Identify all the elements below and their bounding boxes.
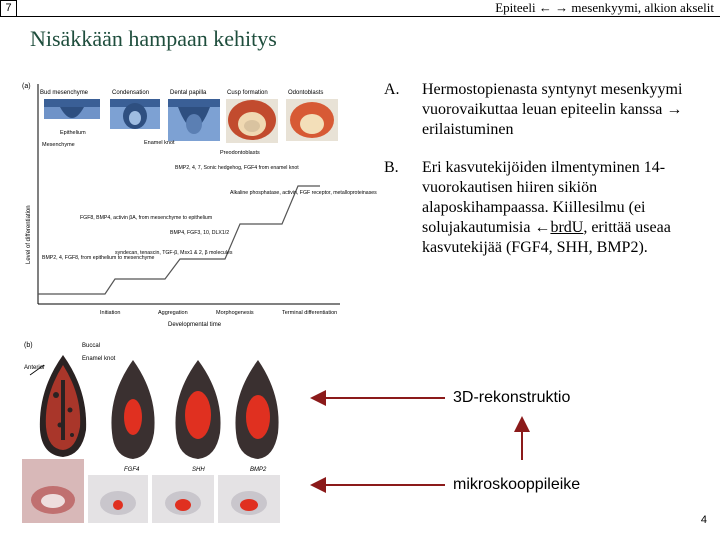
factor-box-3: FGF8, BMP4, activin βA, from mesenchyme to epithelium (80, 215, 213, 221)
label-enamel-knot: Enamel knot (144, 140, 175, 146)
label-enamel-knot-b: Enamel knot (82, 356, 116, 362)
label-microscope-section: mikroskooppileike (453, 476, 581, 493)
point-b-text-before: Eri kasvutekijöiden ilmentyminen 14-vuorokautisen hiiren sikiön alaposkihampaassa. Kiillesilmu (ei solujakautumisia ← (422, 159, 666, 236)
point-a-text: Hermostopienasta syntynyt mesenkyymi vuorovaikuttaa leuan epiteelin kanssa → erilaistuminen (422, 81, 683, 138)
caption-shh: SHH (192, 467, 205, 473)
panel-letter-a: (a) (22, 83, 31, 90)
factor-box-1: BMP2, 4, 7, Sonic hedgehog, FGF4 from enamel knot (175, 165, 299, 171)
caption-fgf4: FGF4 (124, 467, 140, 473)
stage-label-2: Condensation (112, 90, 150, 96)
stage-label-3: Dental papilla (170, 90, 207, 96)
label-anterior: Anterior (24, 365, 46, 371)
label-mesenchyme: Mesenchyme (42, 142, 75, 148)
x-tick-2: Aggregation (158, 310, 188, 316)
x-tick-3: Morphogenesis (216, 310, 254, 316)
x-tick-4: Terminal differentiation (282, 310, 338, 316)
x-tick-1: Initiation (100, 310, 121, 316)
page-number: 4 (700, 514, 707, 526)
point-b-marker: B. (384, 159, 399, 176)
factor-box-4: BMP4, FGF3, 10, DLX1/2 (170, 230, 230, 236)
factor-box-2: Alkaline phosphatase, activin, FGF receptor, metalloproteinases (230, 190, 377, 196)
label-3d-reconstruction: 3D-rekonstruktio (453, 389, 571, 406)
stage-label-1: Bud mesenchyme (40, 90, 89, 96)
factor-box-6: syndecan, tenascin, TGF-β, Msx1 & 2, β molecules (115, 250, 233, 256)
label-buccal: Buccal (82, 343, 101, 349)
caption-bmp2: BMP2 (250, 467, 267, 473)
header-text: Epiteeli ← → mesenkyymi, alkion akselit (495, 0, 714, 15)
x-axis-label: Developmental time (168, 322, 222, 328)
factor-box-5: BMP2, 4, FGF8, from epithelium to mesenchyme (42, 255, 155, 261)
stage-label-4: Cusp formation (227, 90, 268, 96)
point-a-marker: A. (384, 81, 400, 98)
panel-letter-b: (b) (24, 342, 33, 349)
slide-number: 7 (0, 0, 17, 17)
y-axis-label: Level of differentiation (26, 205, 32, 264)
point-b-text-after: , erittää useaa kasvutekijää (FGF4, SHH, BMP2). (422, 219, 671, 256)
slide-title: Nisäkkään hampaan kehitys (30, 26, 277, 51)
stage-label-5: Odontoblasts (288, 90, 324, 96)
label-epithelium: Epithelium (60, 130, 86, 136)
point-b-underlined: brdU (550, 219, 584, 236)
label-preodontoblasts: Preodontoblasts (220, 150, 260, 156)
